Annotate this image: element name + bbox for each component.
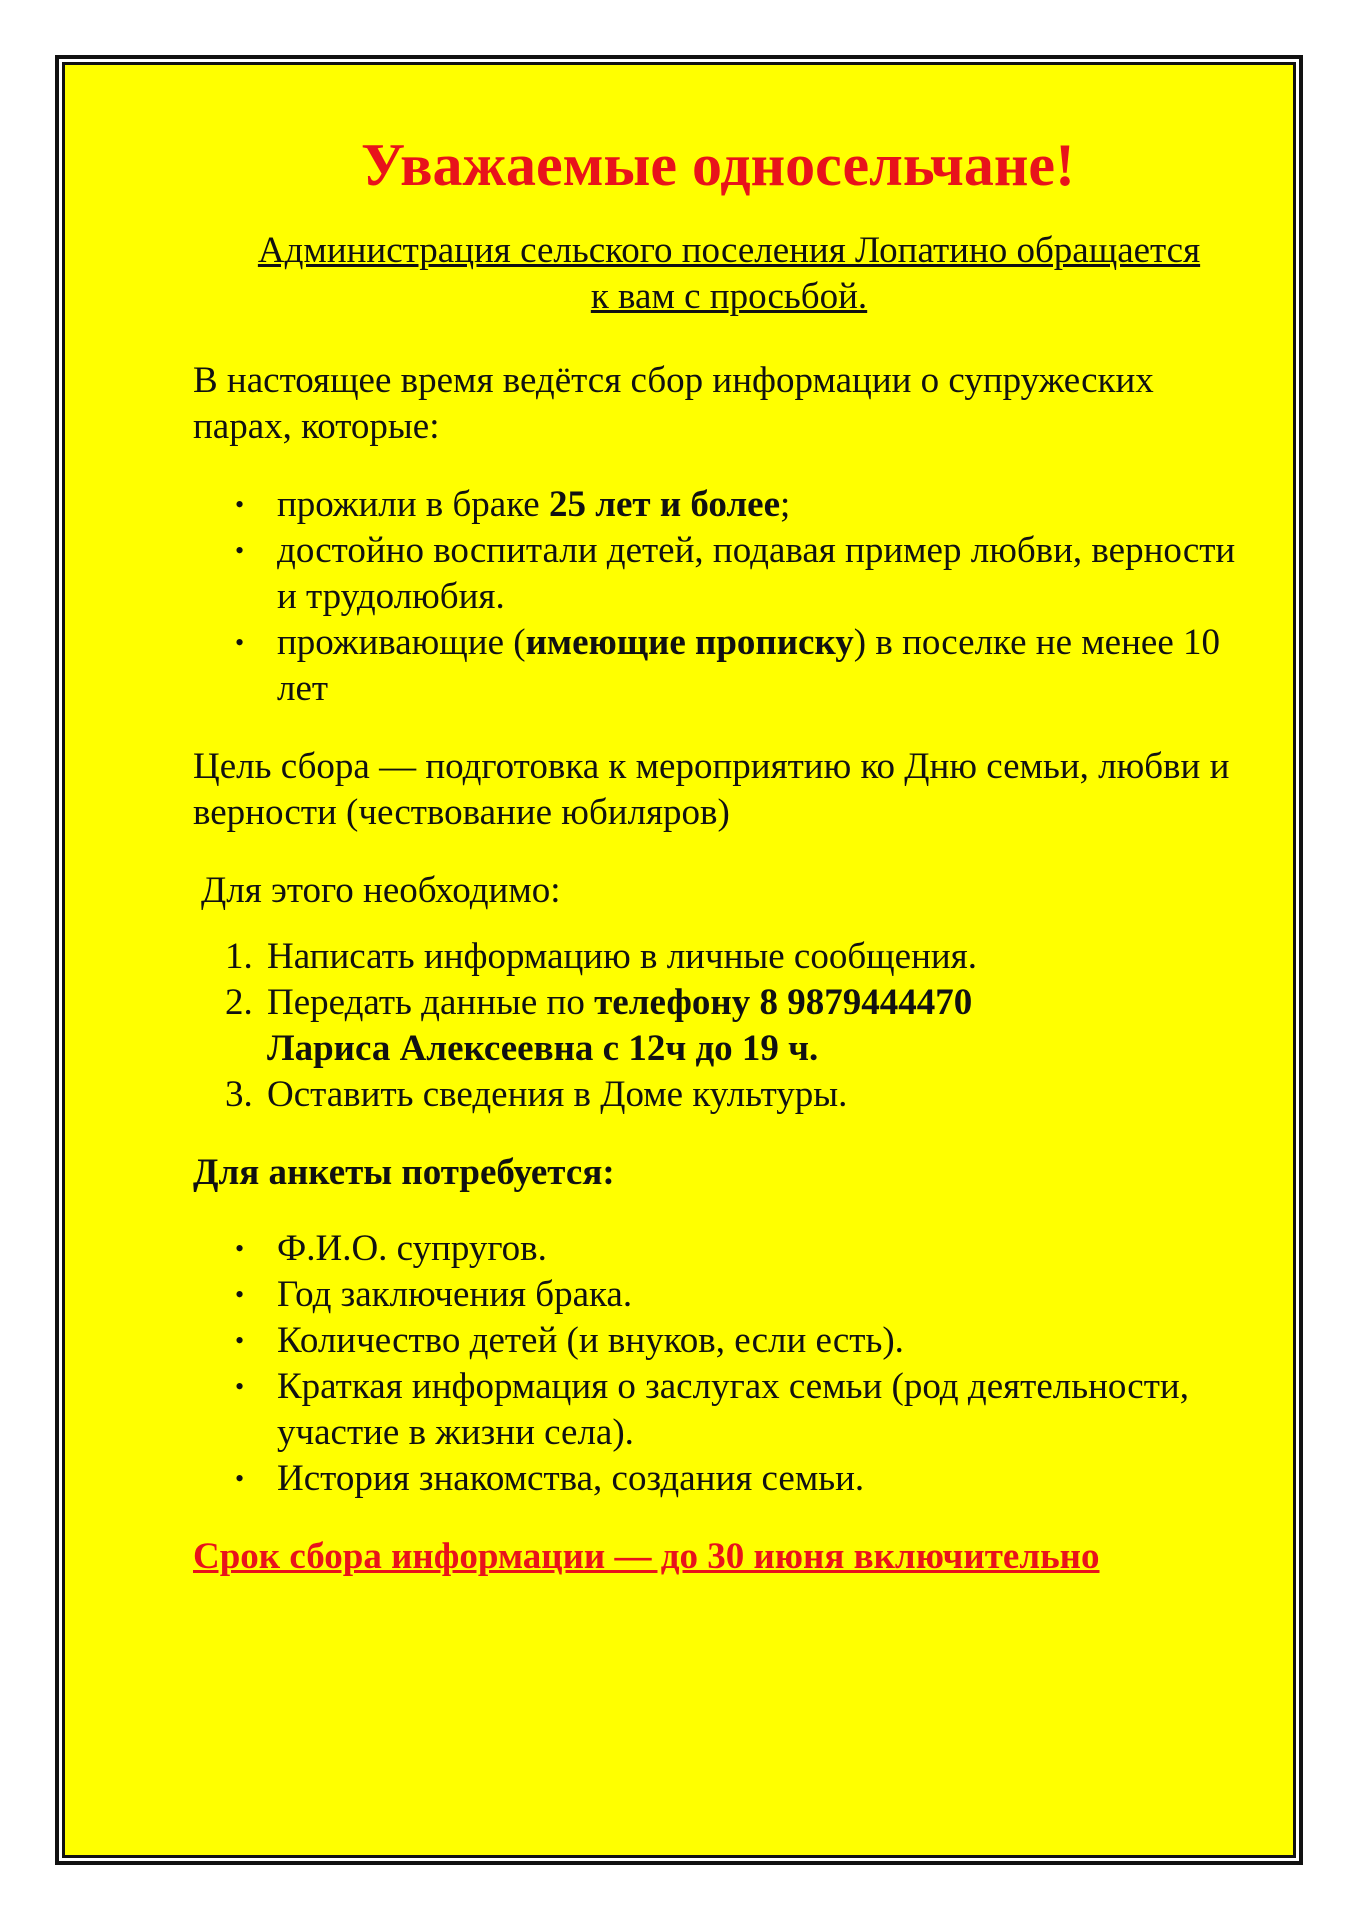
step-item: 3. Оставить сведения в Доме культуры.	[193, 1072, 1253, 1118]
form-items-list	[193, 1226, 1253, 1502]
form-item: • Краткая информация о заслугах семьи (род деятельности, участие в жизни села).	[235, 1366, 1189, 1453]
deadline-notice: Срок сбора информации — до 30 июня включительно	[193, 1536, 1100, 1577]
bullet-icon: •	[235, 1280, 245, 1309]
step-number: 1.	[225, 936, 253, 977]
bullet-icon: •	[235, 1372, 245, 1401]
form-item: • История знакомства, создания семьи.	[193, 1456, 1253, 1502]
subtitle-line-1: Администрация сельского поселения Лопатино обращается	[257, 230, 1201, 271]
notice-title: Уважаемые односельчане!	[360, 132, 1076, 198]
subtitle-line-2: к вам с просьбой.	[590, 276, 868, 317]
criteria-list	[193, 482, 1253, 712]
step-item: 1. Написать информацию в личные сообщения.	[193, 934, 1253, 980]
goal-paragraph: Цель сбора — подготовка к мероприятию ко Дню семьи, любви и верности (чествование юбиляров)	[193, 746, 1230, 833]
step-item: 2. Передать данные по телефону 8 9879444470 Лариса Алексеевна с 12ч до 19 ч.	[225, 982, 973, 1069]
notice-subtitle	[193, 228, 1253, 320]
criteria-item: • достойно воспитали детей, подавая пример любви, верности и трудолюбия.	[235, 530, 1236, 617]
bullet-icon: •	[235, 490, 245, 519]
form-item: • Ф.И.О. супругов.	[193, 1226, 1253, 1272]
form-item: • Год заключения брака.	[193, 1272, 1253, 1318]
bullet-icon: •	[235, 1464, 245, 1493]
criteria-item: • проживающие (имеющие прописку) в поселке не менее 10 лет	[235, 622, 1220, 709]
bullet-icon: •	[235, 1234, 245, 1263]
step-number: 2.	[225, 982, 253, 1023]
form-item: • Количество детей (и внуков, если есть).	[193, 1318, 1253, 1364]
bullet-icon: •	[235, 536, 245, 565]
contact-name-hours: Лариса Алексеевна с 12ч до 19 ч.	[267, 1028, 819, 1069]
bullet-icon: •	[235, 628, 245, 657]
phone-number: телефону 8 9879444470	[594, 982, 973, 1023]
notice-content	[193, 130, 1253, 1580]
bullet-icon: •	[235, 1326, 245, 1355]
criteria-item: • прожили в браке 25 лет и более;	[193, 482, 1253, 528]
step-number: 3.	[225, 1074, 253, 1115]
form-heading: Для анкеты потребуется:	[193, 1152, 615, 1193]
steps-heading: Для этого необходимо:	[201, 870, 561, 911]
steps-list	[193, 934, 1253, 1118]
intro-paragraph: В настоящее время ведётся сбор информации о супружеских парах, которые:	[193, 360, 1154, 447]
